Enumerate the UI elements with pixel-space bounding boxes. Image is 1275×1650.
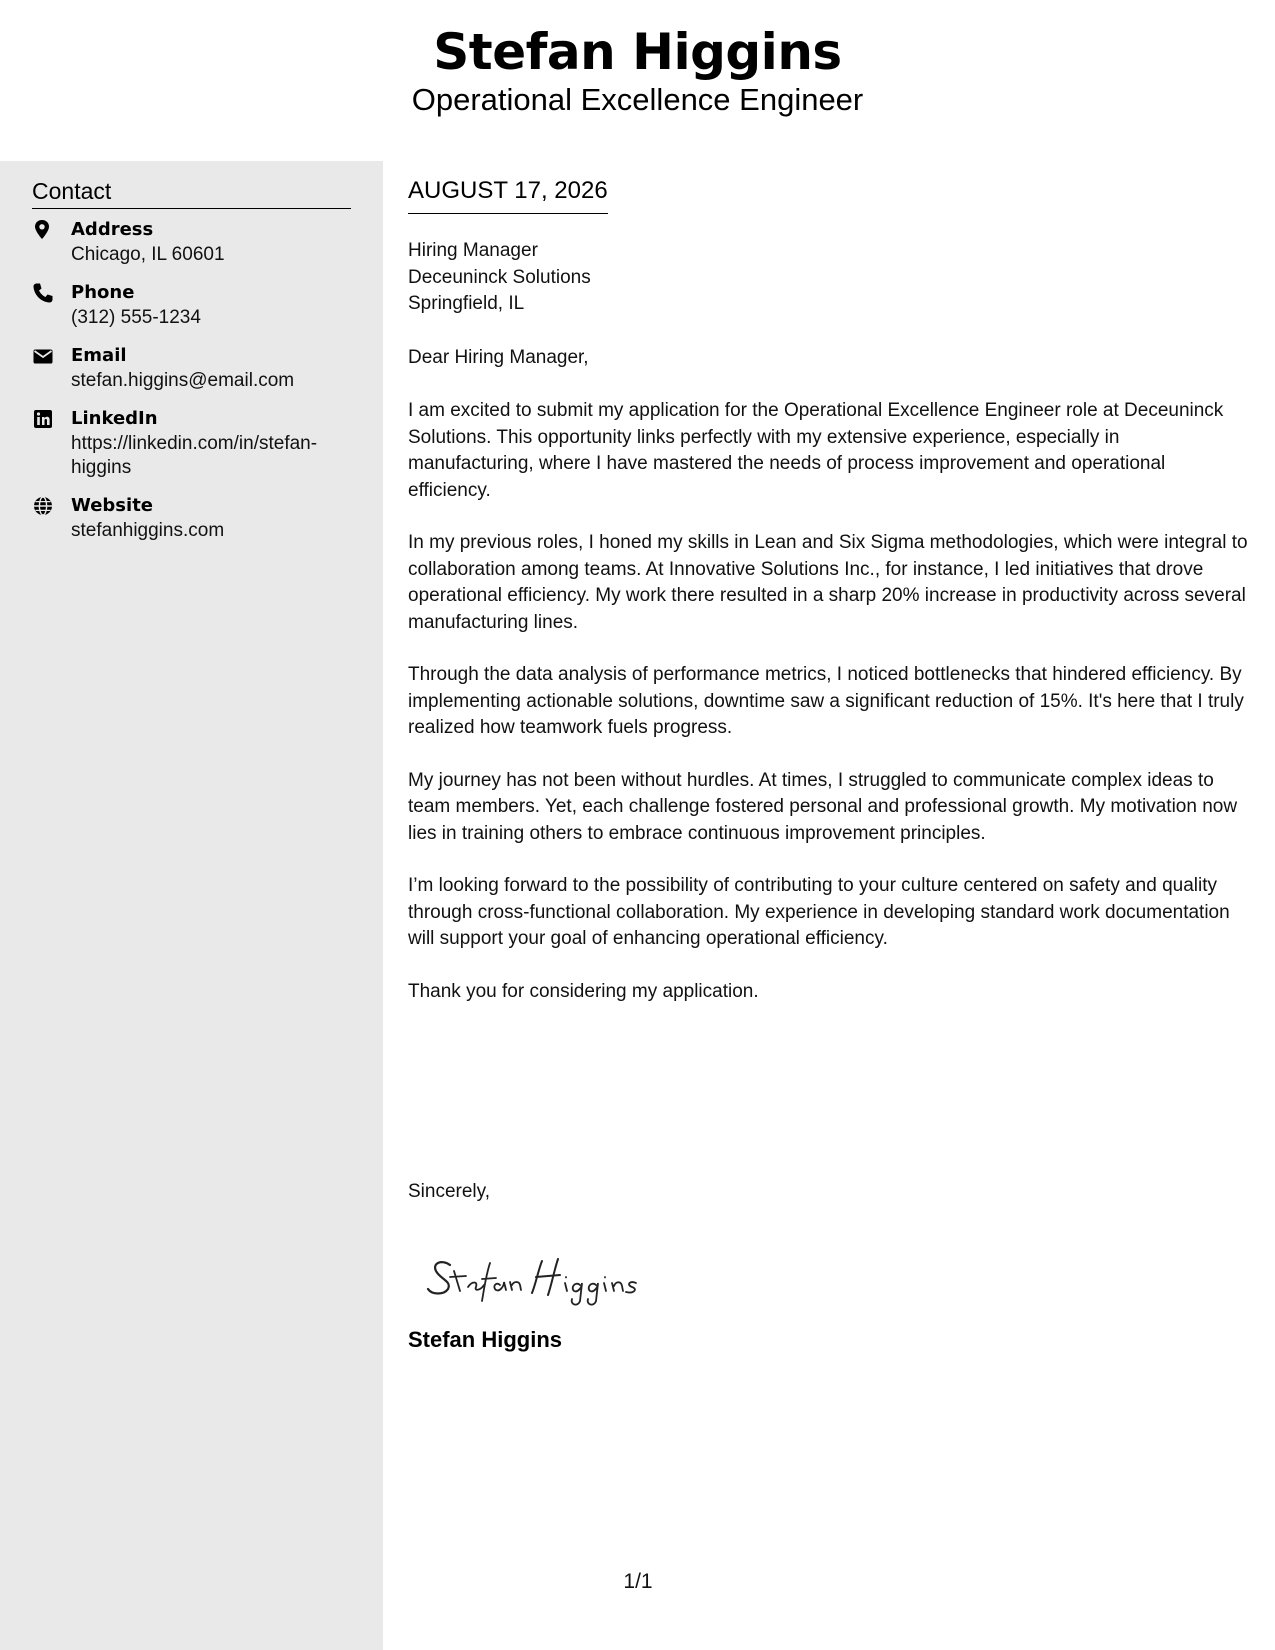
paragraph: Thank you for considering my application. — [408, 980, 759, 1002]
phone-value: (312) 555-1234 — [71, 307, 201, 328]
letter-paragraphs — [408, 398, 1250, 1031]
page-number: 1/1 — [623, 1570, 653, 1593]
contact-sidebar — [0, 161, 383, 1650]
recipient-line: Hiring Manager — [408, 240, 538, 261]
paragraph: In my previous roles, I honed my skills in Lean and Six Sigma methodologies, which were integral to collaboration among teams. At Innovative Solutions Inc., for instance, I led initiatives that drove operational efficiency. My work there resulted in a sharp 20% increase in productivity across several manufacturing lines. — [408, 532, 1248, 633]
recipient-block — [408, 238, 591, 318]
applicant-name: Stefan Higgins — [433, 23, 842, 81]
envelope-icon — [32, 345, 58, 367]
contact-label: LinkedIn — [71, 408, 158, 429]
handwritten-signature — [420, 1249, 660, 1309]
signer-name: Stefan Higgins — [408, 1327, 563, 1352]
paragraph: My journey has not been without hurdles. At times, I struggled to communicate complex ideas to team members. Yet, each challenge fostered personal and professional growth. My motivation now lies in training others to embrace continuous improvement principles. — [408, 769, 1238, 844]
email-value: stefan.higgins@email.com — [71, 370, 295, 391]
letter-header — [0, 0, 1275, 160]
globe-icon — [32, 495, 58, 517]
website-value[interactable]: stefanhiggins.com — [71, 520, 225, 541]
contact-label: Email — [71, 345, 127, 366]
paragraph: I’m looking forward to the possibility of contributing to your culture centered on safety and quality through cross-functional collaboration. My experience in developing standard work documentation will support your goal of enhancing operational efficiency. — [408, 875, 1230, 949]
greeting: Dear Hiring Manager, — [408, 347, 589, 368]
paragraph: Through the data analysis of performance metrics, I noticed bottlenecks that hindered efficiency. By implementing actionable solutions, downtime saw a significant reduction of 15%. It's here that I truly realized how teamwork fuels progress. — [408, 664, 1244, 738]
phone-icon — [32, 282, 58, 304]
letter-date: AUGUST 17, 2026 — [408, 175, 608, 214]
closing: Sincerely, — [408, 1181, 491, 1202]
recipient-line: Deceuninck Solutions — [408, 266, 591, 288]
contact-label: Phone — [71, 282, 135, 303]
contact-label: Website — [71, 495, 154, 516]
applicant-title: Operational Excellence Engineer — [411, 82, 864, 117]
map-pin-icon — [32, 219, 58, 241]
recipient-line: Springfield, IL — [408, 293, 525, 314]
contact-heading: Contact — [32, 175, 351, 209]
contact-label: Address — [71, 219, 154, 240]
linkedin-icon — [32, 408, 58, 430]
paragraph: I am excited to submit my application for the Operational Excellence Engineer role at Deceuninck Solutions. This opportunity links perfectly with my extensive experience, especially in manufacturing, where I have mastered the needs of process improvement and operational efficiency. — [408, 400, 1224, 501]
linkedin-value[interactable]: https://linkedin.com/in/stefan-higgins — [71, 433, 318, 478]
address-value: Chicago, IL 60601 — [71, 244, 225, 265]
